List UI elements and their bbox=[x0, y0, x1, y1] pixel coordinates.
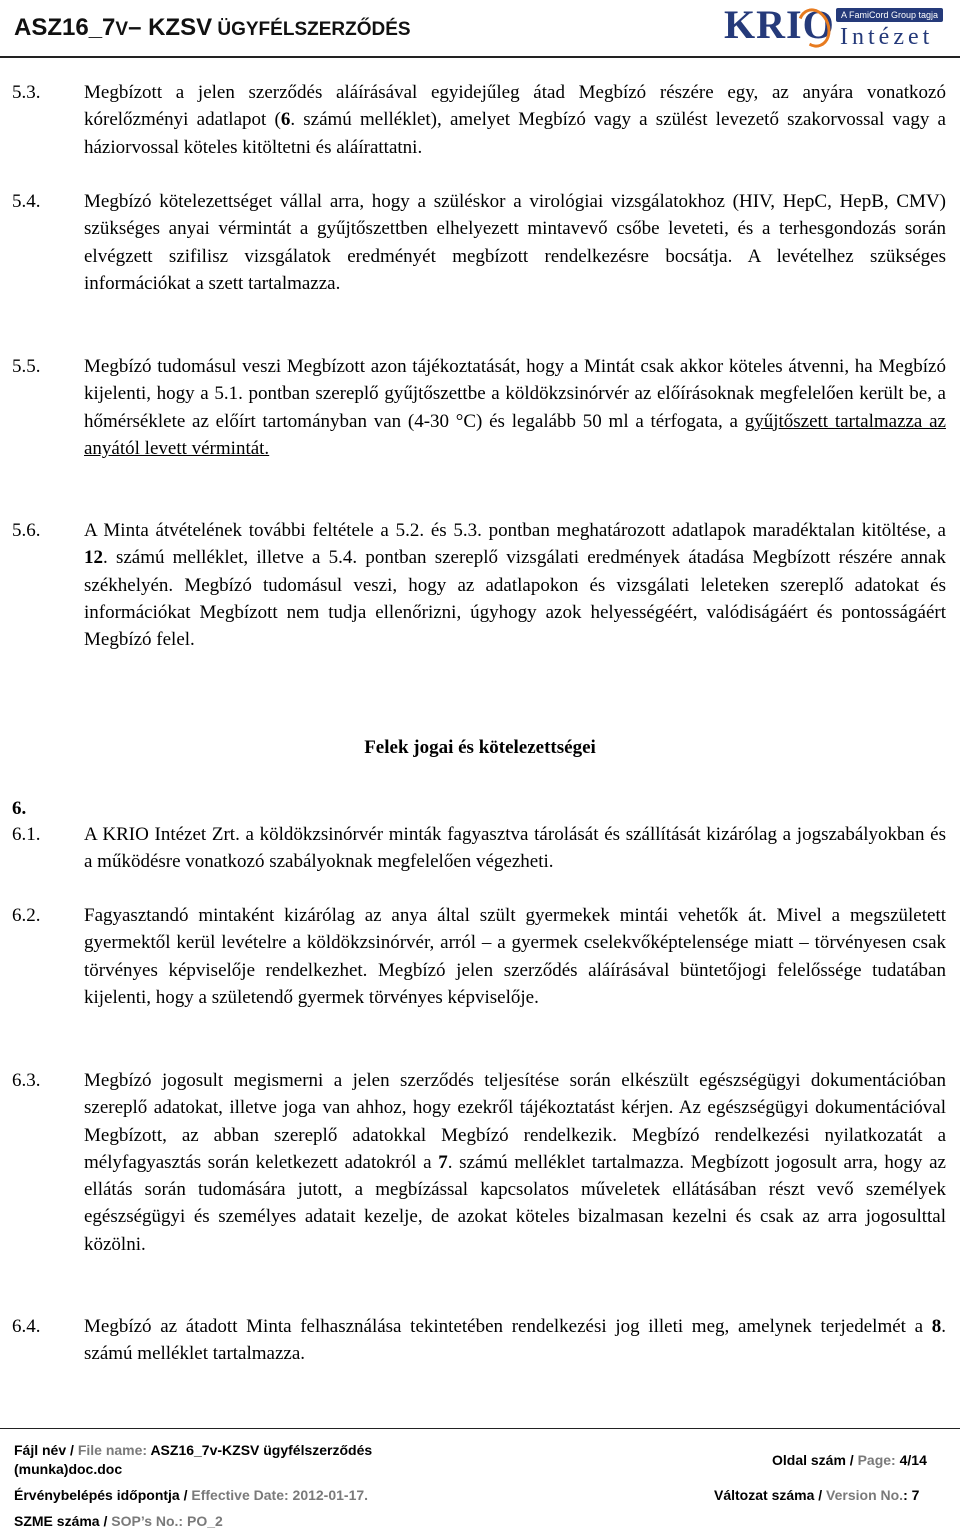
clause-text: A KRIO Intézet Zrt. a köldökzsinórvér minták fagyasztva tárolását és szállítását kizárólag a jogszabályokban és a működésre vonatkozó szabályoknak megfelelően végezheti. bbox=[84, 824, 946, 873]
footer-page-number: Oldal szám / Page: 4/14 bbox=[772, 1452, 927, 1468]
header-divider bbox=[0, 56, 960, 58]
clause-text: Megbízó kötelezettséget vállal arra, hogy a szüléskor a virológiai vizsgálatokhoz (HIV, HepC, HepB, CMV) szükséges anyai vérmintát a gyűjtőszettben elhelyezett mintavevő csőbe leveteti, és a terhesgondozás során elvégzett szifilisz vizsgálatok eredményét megbízott rendelkezésre bocsátja. A levételhez szükséges információkat a szett tartalmazza. bbox=[84, 191, 946, 294]
footer-file-name-cont: (munka)doc.doc bbox=[14, 1461, 123, 1477]
section-title: Felek jogai és kötelezettségei bbox=[364, 737, 596, 758]
clause-text: Megbízott a jelen szerződés aláírásával egyidejűleg átad Megbízó részére egy, az anyára vonatkozó kórelőzményi adatlapot (6. számú melléklet), amelyet Megbízó vagy a szülést levezető szakorvossal vagy a háziorvossal köteles kitöltetni és aláírattatni. bbox=[84, 82, 946, 158]
logo-wordmark: KRIO bbox=[724, 2, 835, 47]
footer-sop-number: SZME száma / SOP’s No.: PO_2 bbox=[14, 1513, 223, 1529]
underlined-text: gyűjtőszett tartalmazza az anyától levett vérmintát. bbox=[84, 410, 946, 459]
clause-number: 5.6. bbox=[12, 520, 41, 541]
clause-number: 6.2. bbox=[12, 905, 41, 926]
clause-number: 6.4. bbox=[12, 1316, 41, 1337]
clause-text: Megbízó jogosult megismerni a jelen szerződés teljesítése során elkészült egészségügyi dokumentációban szereplő adatokat, illetve joga van ahhoz, hogy ezekről tájékoztatást kérjen. Az egészségügyi dokumentációval Megbízott, az abban szereplő adatokkal Megbízó rendelkezik. Megbízó rendelkezési nyilatkozatát a mélyfagyasztás során keletkezett adatokról a 7. számú melléklet tartalmazza. Megbízott jogosult arra, hogy az ellátás során tudomására jutott, a megbízással kapcsolatos műveletek ellátásában részt vevő személyek egészségügyi és személyes adatait kezelje, de azokat köteles bizalmasan kezelni és csak az arra jogosulttal közölni. bbox=[84, 1070, 946, 1255]
clause-text: Megbízó az átadott Minta felhasználása tekintetében rendelkezési jog illeti meg, amelynek terjedelmét a 8. számú melléklet tartalmazza. bbox=[84, 1316, 946, 1365]
clause-text: Fagyasztandó mintaként kizárólag az anya által szült gyermekek mintái vehetők át. Mivel a megszületett gyermektől kerül levételre a köldökzsinórvér, arról – a gyermek cselekvőképtelensége miatt – törvényesen csak törvényes képviselője rendelkezhet. Megbízó jelen szerződés aláírásával büntetőjogi felelőssége tudatában kijelenti, hogy a születendő gyermek törvényes képviselője. bbox=[84, 905, 946, 1008]
section-number: 6. bbox=[12, 798, 27, 819]
clause-text: A Minta átvételének további feltétele a 5.2. és 5.3. pontban meghatározott adatlapok maradéktalan kitöltése, a 12. számú melléklet, illetve a 5.4. pontban szereplő vizsgálati eredmények átadása Megbízott részére annak székhelyén. Megbízó tudomásul veszi, hogy az adatlapokon és vizsgálati leleteken szereplő adatokat és információkat Megbízott nem tudja ellenőrizni, úgyhogy azok helyességéért, valódiságáért és pontosságáért Megbízó felel. bbox=[84, 520, 946, 651]
clause-text: Megbízó tudomásul veszi Megbízott azon tájékoztatását, hogy a Mintát csak akkor köteles átvenni, ha Megbízó kijelenti, hogy a 5.1. pontban szereplő gyűjtőszettbe a köldökzsinórvér az előírásoknak megfelelően került be, a hőmérséklete az előírt tartományban van (4-30 °C) és legalább 50 ml a térfogata, a gyűjtőszett tartalmazza az anyától levett vérmintát. bbox=[84, 356, 946, 459]
logo-tagline: A FamiCord Group tagja bbox=[836, 8, 943, 22]
footer-effective-date: Érvénybelépés időpontja / Effective Date: 2012-01-17. bbox=[14, 1487, 369, 1503]
clause-number: 6.3. bbox=[12, 1070, 41, 1091]
footer-version: Változat száma / Version No.: 7 bbox=[714, 1487, 920, 1503]
footer-divider bbox=[0, 1428, 960, 1429]
clause-number: 6.1. bbox=[12, 824, 41, 845]
document-header-title: ASZ16_7V– KZSV ÜGYFÉLSZERZŐDÉS bbox=[14, 14, 411, 41]
clause-number: 5.3. bbox=[12, 82, 41, 103]
krio-logo bbox=[722, 2, 954, 54]
clause-number: 5.5. bbox=[12, 356, 41, 377]
footer-file-name: Fájl név / File name: ASZ16_7v-KZSV ügyfélszerződés bbox=[14, 1442, 373, 1458]
logo-subtitle: Intézet bbox=[840, 24, 934, 50]
clause-number: 5.4. bbox=[12, 191, 41, 212]
